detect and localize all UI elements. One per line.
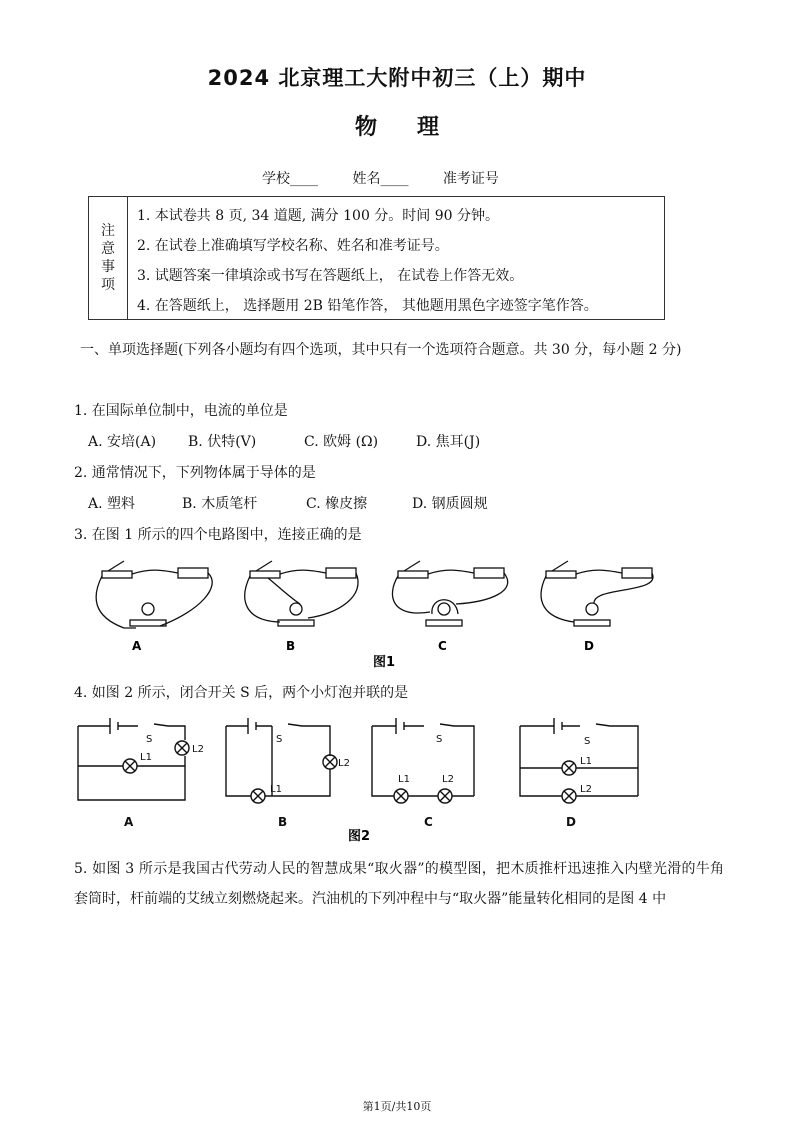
notes-label-char: 事: [101, 259, 115, 275]
notes-label-char: 项: [101, 277, 115, 293]
option-a: A. 塑料: [88, 496, 136, 512]
fig2-d-lamp1-label: L1: [580, 756, 592, 767]
note-item: 3. 试题答案一律填涂或书写在答题纸上， 在试卷上作答无效。: [137, 268, 524, 284]
fig1-label-c: C: [438, 639, 447, 653]
fig2-a-lamp1-label: L1: [140, 752, 152, 763]
note-item: 4. 在答题纸上， 选择题用 2B 铅笔作答， 其他题用黑色字迹签字笔作答。: [137, 298, 598, 314]
figure-2: [70, 712, 670, 847]
fig2-circuit-d: [520, 718, 638, 803]
fig2-a-switch-label: S: [146, 734, 153, 745]
option-b: B. 木质笔杆: [182, 496, 258, 512]
figure-2-caption: 图2: [348, 829, 371, 844]
fig2-label-a: A: [124, 815, 134, 829]
exam-id-field: 准考证号: [442, 171, 499, 187]
fig1-label-b: B: [286, 639, 296, 653]
fig1-circuit-d: [541, 561, 653, 626]
figure-1: [90, 556, 690, 676]
fig2-label-d: D: [566, 815, 576, 829]
student-info: [262, 168, 529, 188]
figure-1-caption: 图1: [373, 655, 396, 670]
option-c: C. 橡皮擦: [306, 496, 368, 512]
fig2-d-switch-label: S: [584, 736, 591, 747]
fig2-d-lamp2-label: L2: [580, 784, 592, 795]
option-d: D. 钢质圆规: [412, 496, 488, 512]
fig2-label-c: C: [424, 815, 433, 829]
fig2-a-lamp2-label: L2: [192, 744, 204, 755]
page-title: 2024 北京理工大附中初三（上）期中: [207, 66, 587, 90]
subject-char-2: 理: [417, 115, 440, 140]
school-field: 学校____: [262, 171, 318, 187]
option-c: C. 欧姆 (Ω): [304, 434, 379, 450]
page-footer: 第1页/共10页: [362, 1100, 432, 1113]
question-stem: 2. 通常情况下，下列物体属于导体的是: [74, 465, 316, 481]
fig2-c-switch-label: S: [436, 734, 443, 745]
name-field: 姓名____: [352, 171, 409, 187]
subject-char-1: 物: [354, 115, 377, 140]
fig2-b-switch-label: S: [276, 734, 283, 745]
fig2-c-lamp2-label: L2: [442, 774, 454, 785]
fig1-label-d: D: [584, 639, 594, 653]
fig2-circuit-c: [372, 718, 474, 803]
subject-title: [0, 110, 794, 141]
notes-list: [137, 201, 598, 321]
question-options: [88, 493, 488, 513]
fig1-circuit-c: [392, 561, 507, 626]
fig2-circuit-a: [78, 718, 189, 800]
section-heading: 一、单项选择题(下列各小题均有四个选项，其中只有一个选项符合题意。共 30 分，每小题 2 分): [80, 342, 682, 358]
notes-label-char: 意: [101, 241, 115, 257]
fig2-b-lamp2-label: L2: [338, 758, 350, 769]
question-stem: 1. 在国际单位制中，电流的单位是: [74, 403, 288, 419]
fig2-b-lamp1-label: L1: [270, 784, 282, 795]
notes-label: [89, 197, 128, 319]
option-a: A. 安培(A): [88, 434, 157, 450]
option-d: D. 焦耳(J): [416, 434, 481, 450]
notes-box: [88, 196, 665, 320]
fig2-label-b: B: [278, 815, 288, 829]
question-stem: 5. 如图 3 所示是我国古代劳动人民的智慧成果“取火器”的模型图，把木质推杆迅速推入内壁光滑的牛角套筒时，杆前端的艾绒立刻燃烧起来。汽油机的下列冲程中与“取火器”能量转化相同的是图 4 中: [74, 861, 724, 907]
question-options: [88, 431, 480, 451]
fig1-circuit-a: [96, 561, 212, 628]
fig2-c-lamp1-label: L1: [398, 774, 410, 785]
fig1-circuit-b: [245, 561, 358, 626]
notes-label-char: 注: [101, 223, 115, 239]
note-item: 2. 在试卷上准确填写学校名称、姓名和准考证号。: [137, 238, 449, 254]
question-stem: 3. 在图 1 所示的四个电路图中，连接正确的是: [74, 527, 362, 543]
fig1-label-a: A: [132, 639, 142, 653]
option-b: B. 伏特(V): [188, 434, 257, 450]
question-stem: 4. 如图 2 所示，闭合开关 S 后，两个小灯泡并联的是: [74, 685, 409, 701]
note-item: 1. 本试卷共 8 页, 34 道题, 满分 100 分。时间 90 分钟。: [137, 208, 500, 224]
